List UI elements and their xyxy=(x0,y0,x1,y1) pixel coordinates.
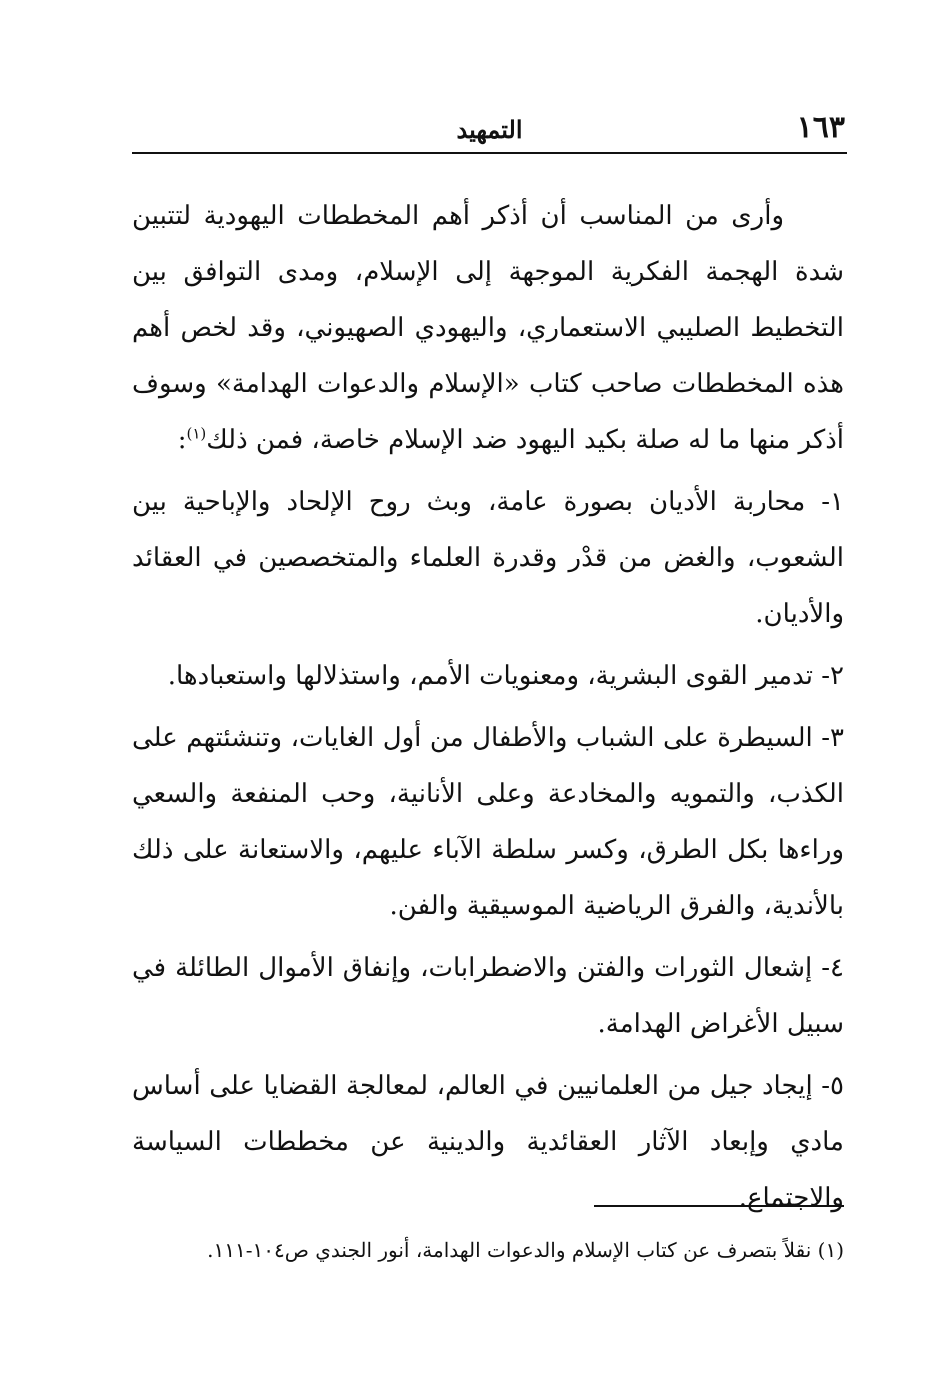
list-item-4: ٤- إشعال الثورات والفتن والاضطرابات، وإنفاق الأموال الطائلة في سبيل الأغراض الهدامة. xyxy=(132,953,844,1039)
footnote-marker: (١) xyxy=(186,424,207,443)
footnote-divider xyxy=(594,1205,844,1207)
intro-paragraph xyxy=(132,188,844,468)
intro-trailing: : xyxy=(177,425,187,455)
footnote: (١) نقلاً بتصرف عن كتاب الإسلام والدعوات الهدامة، أنور الجندي ص١٠٤-١١١. xyxy=(207,1238,844,1262)
list-item-3: ٣- السيطرة على الشباب والأطفال من أول الغايات، وتنشئتهم على الكذب، والتمويه والمخادعة وعلى الأنانية، وحب المنفعة والسعي وراءها بكل الطرق، وكسر سلطة الآباء عليهم، والاستعانة على ذلك بالأندية، والفرق الرياضية الموسيقية والفن. xyxy=(132,723,844,921)
running-title: التمهيد xyxy=(456,115,523,144)
intro-text: وأرى من المناسب أن أذكر أهم المخططات اليهودية لتتبين شدة الهجمة الفكرية الموجهة إلى الإسلام، ومدى التوافق بين التخطيط الصليبي الاستعماري، واليهودي الصهيوني، وقد لخص أهم هذه المخططات صاحب كتاب «الإسلام والدعوات الهدامة» وسوف أذكر منها ما له صلة بكيد اليهود ضد الإسلام خاصة، فمن ذلك xyxy=(132,201,844,455)
list-item-1: ١- محاربة الأديان بصورة عامة، وبث روح الإلحاد والإباحية بين الشعوب، والغض من قدْر وقدرة العلماء والمتخصصين في العقائد والأديان. xyxy=(132,487,844,629)
page-number: ١٦٣ xyxy=(796,110,845,145)
list-item-2: ٢- تدمير القوى البشرية، ومعنويات الأمم، واستذلالها واستعبادها. xyxy=(167,661,844,691)
list-item-5: ٥- إيجاد جيل من العلمانيين في العالم، لمعالجة القضايا على أساس مادي وإبعاد الآثار العقائدية والدينية عن مخططات السياسة والاجتماع. xyxy=(132,1071,844,1213)
main-text xyxy=(132,188,844,1226)
page-header xyxy=(132,108,847,154)
